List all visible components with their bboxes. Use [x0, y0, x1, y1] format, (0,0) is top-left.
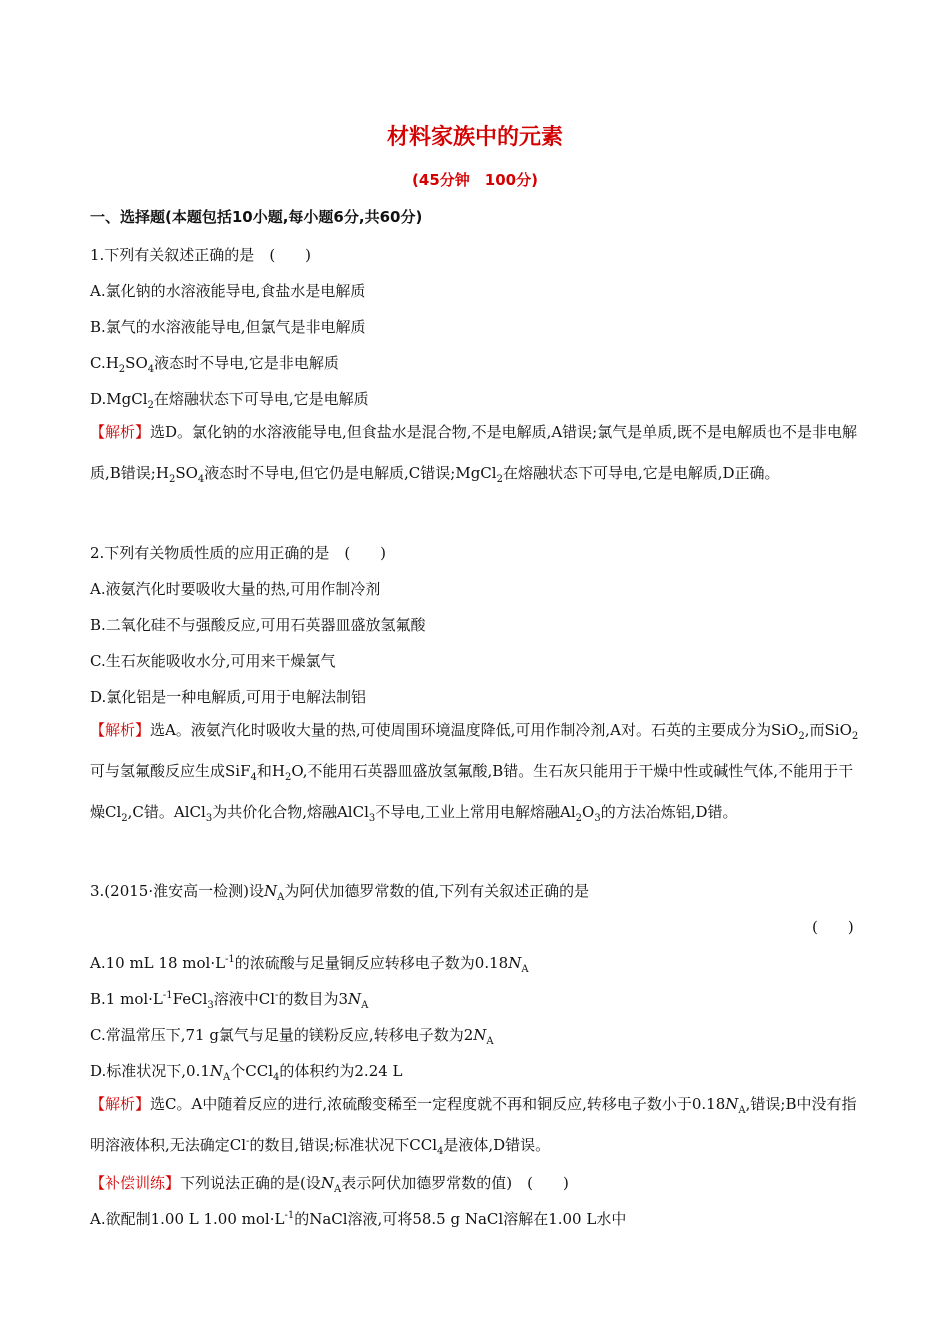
- supplement-tag: 【补偿训练】: [90, 1174, 181, 1192]
- q2-option-b: B.二氧化硅不与强酸反应,可用石英器皿盛放氢氟酸: [90, 616, 426, 634]
- q3-option-c: C.常温常压下,71 g氯气与足量的镁粉反应,转移电子数为$2N_A$: [90, 1026, 494, 1047]
- q3-option-a: A.10 mL 18 $mol\cdot L^{-1}$的浓硫酸与足量铜反应转移电子数为$0.18N_A$: [90, 954, 529, 975]
- q1-option-b: B.氯气的水溶液能导电,但氯气是非电解质: [90, 318, 366, 336]
- q3-answer-paren: ( ): [812, 918, 854, 936]
- q3-option-b: B.1 $mol\cdot L^{-1}FeCl_3$溶液中Cl-的数目为$3N_A$: [90, 990, 369, 1011]
- q2-answer: 【解析】选A。液氨汽化时吸收大量的热,可使周围环境温度降低,可用作制冷剂,A对。石英的主要成分为SiO$_2$,而SiO$_2$可与氢氟酸反应生成SiF$_4$和$H_2O$,不能用石英器皿盛放氢氟酸,B错。生石灰只能用于干燥中性或碱性气体,不能用于干燥$Cl_2,C$错。AlCl$_3$为共价化合物,熔融AlCl$_3$不导电,工业上常用电解熔融$Al_2O_3$的方法冶炼铝,D错。: [90, 721, 859, 824]
- analysis-tag: 【解析】: [90, 1095, 151, 1113]
- q3-option-d: D.标准状况下$,0.1N_A$个CCl$_4$的体积约为2.24 L: [90, 1062, 403, 1083]
- q1-option-c: $C.H_2SO_4$液态时不导电,它是非电解质: [90, 354, 339, 375]
- document-subtitle: (45分钟 100分): [412, 171, 538, 189]
- q1-answer: 【解析】选D。氯化钠的水溶液能导电,但食盐水是混合物,不是电解质,A错误;氯气是单质,既不是电解质也不是非电解质,B错误$;H_2SO_4$液态时不导电,但它仍是电解质,C错误;MgCl$_2$在熔融状态下可导电,它是电解质,D正确。: [90, 423, 858, 485]
- q2-stem: 2.下列有关物质性质的应用正确的是 ( ): [90, 544, 387, 562]
- q3-answer: 【解析】选C。A中随着反应的进行,浓硫酸变稀至一定程度就不再和铜反应,转移电子数小于$0.18N_A$,错误;B中没有指明溶液体积,无法确定Cl-的数目,错误;标准状况下CCl$_4$是液体,D错误。: [90, 1095, 857, 1157]
- q3-stem: 3.(2015·淮安高一检测)设$N_A$为阿伏加德罗常数的值,下列有关叙述正确的是: [90, 882, 590, 903]
- analysis-tag: 【解析】: [90, 423, 151, 441]
- q2-option-d: D.氯化铝是一种电解质,可用于电解法制铝: [90, 688, 367, 706]
- q1-option-a: A.氯化钠的水溶液能导电,食盐水是电解质: [90, 282, 366, 300]
- q2-option-c: C.生石灰能吸收水分,可用来干燥氯气: [90, 652, 336, 670]
- analysis-tag: 【解析】: [90, 721, 151, 739]
- q1-stem: 1.下列有关叙述正确的是 ( ): [90, 246, 312, 264]
- q2-option-a: A.液氨汽化时要吸收大量的热,可用作制冷剂: [90, 580, 381, 598]
- supplement-option-a: A.欲配制1.00 L 1.00 $mol\cdot L^{-1}$的NaCl溶液,可将58.5 g NaCl溶解在1.00 L水中: [90, 1210, 627, 1228]
- section-heading: 一、选择题(本题包括10小题,每小题6分,共60分): [90, 208, 423, 226]
- q1-option-d: D.MgCl$_2$在熔融状态下可导电,它是电解质: [90, 390, 369, 411]
- document-title: 材料家族中的元素: [386, 125, 563, 150]
- supplement-stem: 【补偿训练】下列说法正确的是(设$N_A$表示阿伏加德罗常数的值) ( ): [90, 1174, 569, 1195]
